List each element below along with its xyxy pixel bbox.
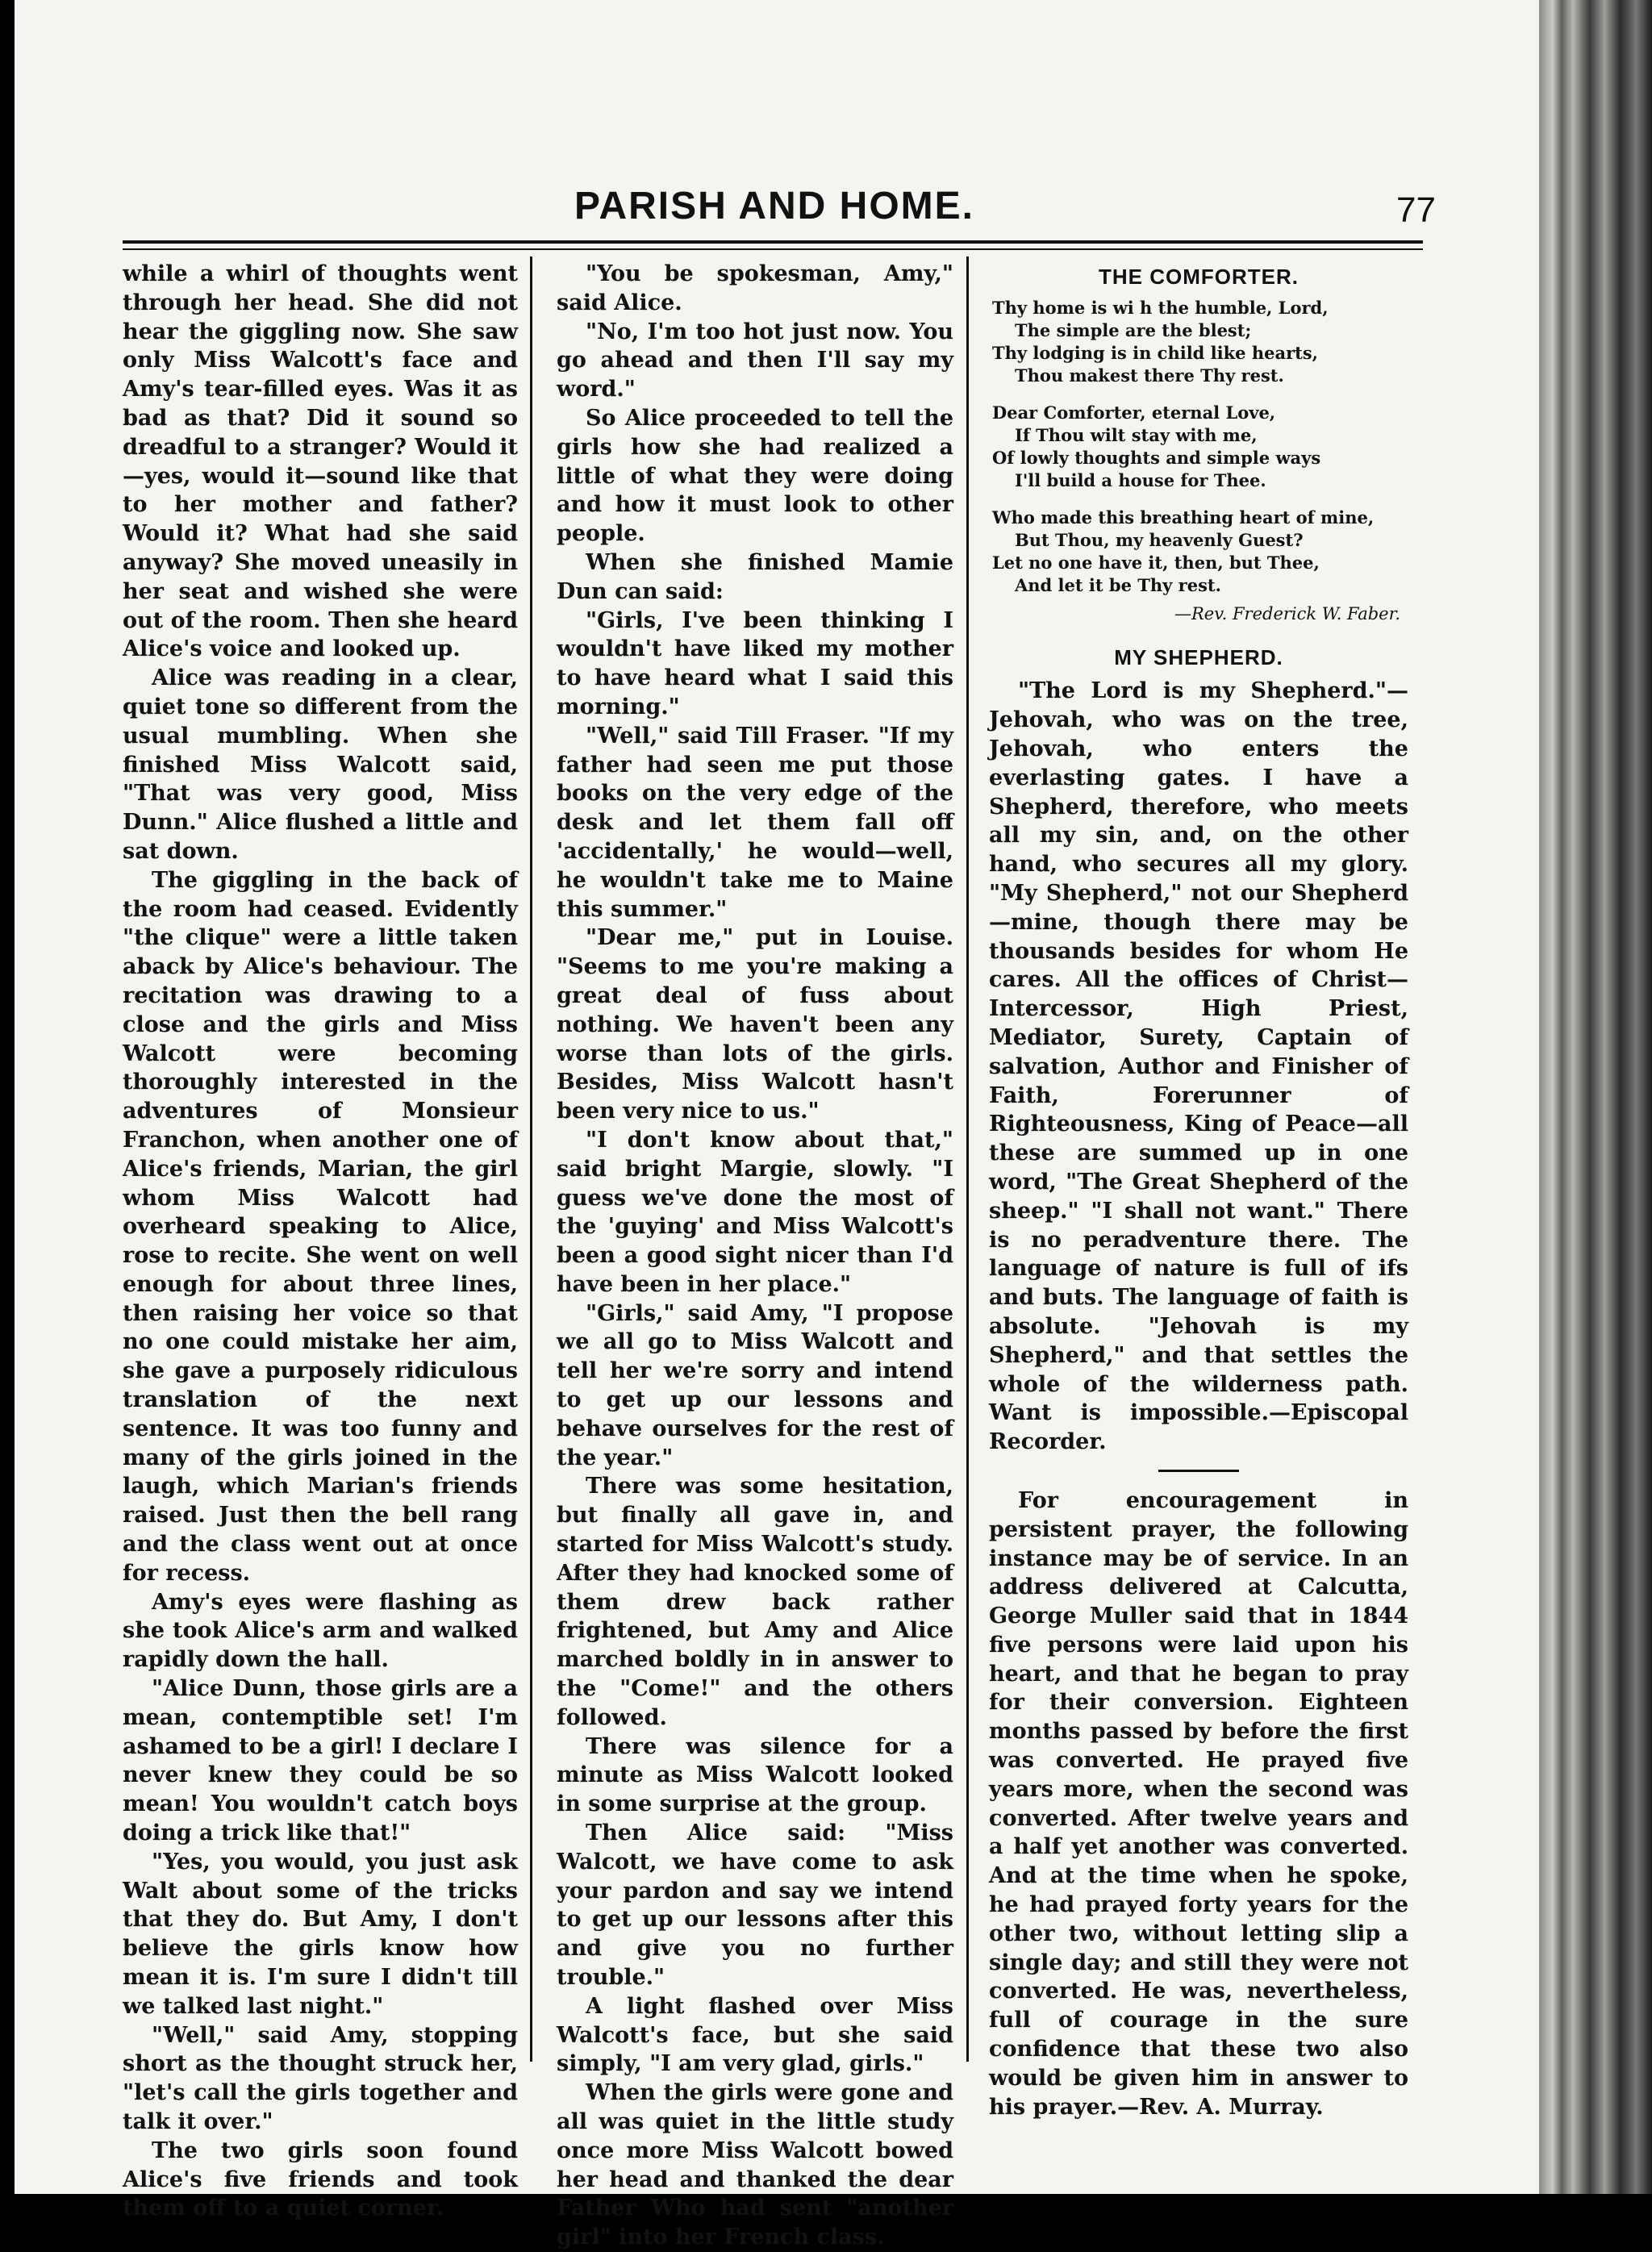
paragraph: "Alice Dunn, those girls are a mean, contemptible set! I'm ashamed to be a girl! I declare I never knew they could be so mean! You wouldn't catch boys doing a trick like that!" [123,1676,518,1846]
paragraph: Then Alice said: "Miss Walcott, we have come to ask your pardon and say we intend to get up our lessons after this and give you no further trouble." [557,1820,953,1991]
page-title: PARISH AND HOME. [574,185,974,227]
running-header [121,184,1436,240]
paragraph: When she finished Mamie Dun can said: [557,549,953,604]
header-rule-thick [123,240,1423,244]
page-number: 77 [1396,190,1436,230]
poem-line: Thou makest there Thy rest. [1015,365,1284,386]
paragraph: Amy's eyes were flashing as she took Alice's arm and walked rapidly down the hall. [123,1589,518,1673]
paragraph: "I don't know about that," said bright Margie, slowly. "I guess we've done the most of the 'guying' and Miss Walcott's been a good sight nicer than I'd have been in her place." [557,1127,953,1297]
poem-stanza [992,402,1408,492]
paragraph: The two girls soon found Alice's five friends and took them off to a quiet corner. [123,2137,518,2221]
paragraph: while a whirl of thoughts went through her head. She did not hear the giggling now. She saw only Miss Walcott's face and Amy's tear-filled eyes. Was it as bad as that? Did it sound so dreadful to a stranger? Would it—yes, would it—sound like that to her mother and father? Would it? What had she said anyway? She moved uneasily in her seat and wished she were out of the room. Then she heard Alice's voice and looked up. [123,261,518,662]
paragraph: A light flashed over Miss Walcott's face, but she said simply, "I am very glad, girls." [557,1993,953,2077]
poem-line: And let it be Thy rest. [1015,574,1221,595]
paragraph: When the girls were gone and all was quiet in the little study once more Miss Walcott bowed her head and thanked the dear Father Who had sent "another girl" into her French class. [557,2080,953,2250]
section-heading-shepherd: MY SHEPHERD. [1114,644,1283,669]
poem-line: The simple are the blest; [1015,319,1252,340]
paragraph: "Girls, I've been thinking I wouldn't have liked my mother to have heard what I said this morning." [557,607,953,719]
poem-line: Who made this breathing heart of mine, [992,507,1375,528]
paragraph: There was silence for a minute as Miss Walcott looked in some surprise at the group. [557,1733,953,1817]
poem-stanza [992,297,1408,387]
paragraph: "Girls," said Amy, "I propose we all go to Miss Walcott and tell her we're sorry and intend to get up our lessons and behave ourselves for the rest of the year." [557,1300,953,1470]
poem-line: Thy home is wi h the humble, Lord, [992,297,1329,318]
header-rule-thin [123,248,1423,250]
paragraph: "Well," said Amy, stopping short as the thought struck her, "let's call the girls together and talk it over." [123,2022,518,2134]
poem-attribution: —Rev. Frederick W. Faber. [1174,603,1400,623]
column-divider [530,256,532,2062]
poem-line: Of lowly thoughts and simple ways [992,447,1321,468]
poem-line: Let no one have it, then, but Thee, [992,552,1320,573]
section-divider [1158,1470,1239,1472]
article-column-1 [123,260,518,2223]
paragraph: There was some hesitation, but finally all gave in, and started for Miss Walcott's study. After they had knocked some of them drew back rather frightened, but Amy and Alice marched boldly in in answer to the "Come!" and the others followed. [557,1474,953,1730]
poem-line: I'll build a house for Thee. [1015,469,1266,490]
paragraph: "The Lord is my Shepherd."—Jehovah, who was on the tree, Jehovah, who enters the everlasting gates. I have a Shepherd, therefore, who meets all my sin, and, on the other hand, who secures all my glory. "My Shepherd," not our Shepherd—mine, though there may be thousands besides for whom He cares. All the offices of Christ—Intercessor, High Priest, Mediator, Surety, Captain of salvation, Author and Finisher of Faith, Forerunner of Righteousness, King of Peace—all these are summed up in one word, "The Great Shepherd of the sheep." "I shall not want." There is no peradventure there. The language of nature is full of ifs and buts. The language of faith is absolute. "Jehovah is my Shepherd," and that settles the whole of the wilderness path. Want is impossible.—Episcopal Recorder. [989,678,1408,1455]
article-column-2 [557,260,953,2252]
poem-line: But Thou, my heavenly Guest? [1015,529,1304,550]
paragraph: "Well," said Till Fraser. "If my father had seen me put those books on the very edge of the desk and let them fall off 'accidentally,' he would—well, he wouldn't take me to Maine this summer." [557,723,953,922]
paragraph: "You be spokesman, Amy," said Alice. [557,261,953,315]
page-edge-stack [1539,0,1652,2194]
paragraph: So Alice proceeded to tell the girls how she had realized a little of what they were doing and how it must look to other people. [557,405,953,547]
poem-line: Thy lodging is in child like hearts, [992,342,1318,363]
article-column-3 [989,260,1408,2121]
paragraph: For encouragement in persistent prayer, the following instance may be of service. In an address delivered at Calcutta, George Muller said that in 1844 five persons were laid upon his heart, and that he began to pray for their conversion. Eighteen months passed by before the first was converted. He prayed five years more, when the second was converted. After twelve years and a half yet another was converted. And at the time when he spoke, he had prayed forty years for the other two, without letting slip a single day; and still they were not converted. He was, nevertheless, full of courage in the sure confidence that these two also would be given him in answer to his prayer.—Rev. A. Murray. [989,1487,1408,2120]
paragraph: "No, I'm too hot just now. You go ahead and then I'll say my word." [557,319,953,402]
poem-comforter [992,297,1408,597]
poem-line: Dear Comforter, eternal Love, [992,402,1276,423]
paragraph: "Yes, you would, you just ask Walt about some of the tricks that they do. But Amy, I don't believe the girls know how mean it is. I'm sure I didn't till we talked last night." [123,1849,518,2019]
poem-stanza [992,507,1408,597]
column-divider [966,256,969,2062]
section-heading-comforter: THE COMFORTER. [1099,265,1299,289]
paragraph: Alice was reading in a clear, quiet tone so different from the usual mumbling. When she finished Miss Walcott said, "That was very good, Miss Dunn." Alice flushed a little and sat down. [123,665,518,864]
poem-line: If Thou wilt stay with me, [1015,424,1258,445]
paragraph: "Dear me," put in Louise. "Seems to me you're making a great deal of fuss about nothing. We haven't been any worse than lots of the girls. Besides, Miss Walcott hasn't been very nice to us." [557,925,953,1124]
paragraph: The giggling in the back of the room had ceased. Evidently "the clique" were a little taken aback by Alice's behaviour. The recitation was drawing to a close and the girls and Miss Walcott were becoming thoroughly interested in the adventures of Monsieur Franchon, when another one of Alice's friends, Marian, the girl whom Miss Walcott had overheard speaking to Alice, rose to recite. She went on well enough for about three lines, then raising her voice so that no one could mistake her aim, she gave a purposely ridiculous translation of the next sentence. It was too funny and many of the girls joined in the laugh, which Marian's friends raised. Just then the bell rang and the class went out at once for recess. [123,867,518,1586]
